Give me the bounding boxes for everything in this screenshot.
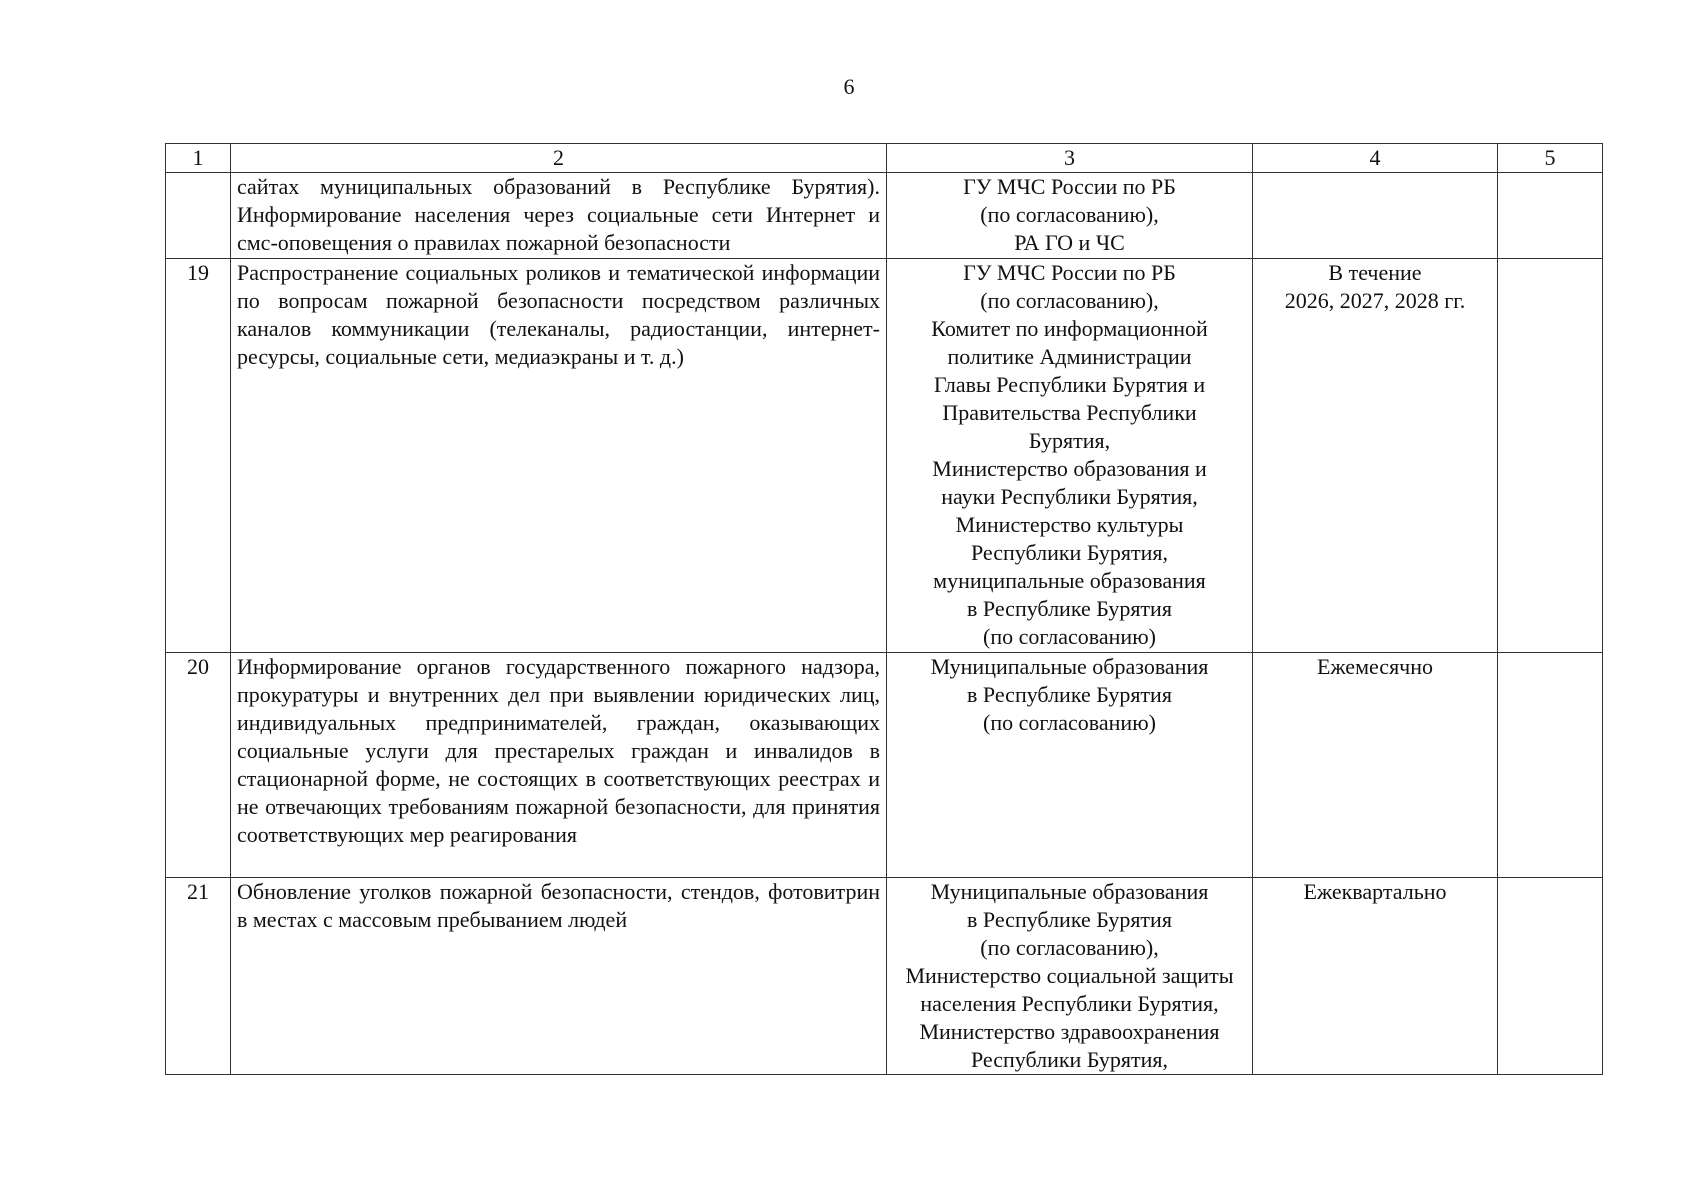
- row-executors: [887, 259, 1253, 653]
- executor-line: Министерство культуры: [955, 512, 1184, 537]
- header-cell-3: 3: [887, 144, 1253, 173]
- row-description: Информирование органов государственного пожарного надзора, прокуратуры и внутренних дел при выявлении юридических лиц, индивидуальных предпринимателей, граждан, оказывающих социальные услуги для престарелых граждан и инвалидов в стационарной форме, не состоящих в соответствующих реестрах и не отвечающих требованиям пожарной безопасности, для принятия соответствующих мер реагирования: [231, 653, 887, 878]
- executor-line: Правительства Республики: [942, 400, 1197, 425]
- executor-line: в Республике Бурятия: [967, 907, 1172, 932]
- executor-line: (по согласованию): [983, 624, 1156, 649]
- executor-line: (по согласованию),: [980, 202, 1159, 227]
- executor-line: муниципальные образования: [933, 568, 1206, 593]
- header-cell-5: 5: [1498, 144, 1603, 173]
- row-period: [1253, 173, 1498, 259]
- executor-line: науки Республики Бурятия,: [941, 484, 1198, 509]
- executor-line: политике Администрации: [947, 344, 1192, 369]
- row-note: [1498, 878, 1603, 1075]
- row-description: сайтах муниципальных образований в Республике Бурятия). Информирование населения через социальные сети Интернет и смс-оповещения о правилах пожарной безопасности: [231, 173, 887, 259]
- executor-line: Главы Республики Бурятия и: [933, 372, 1206, 397]
- table-row-19: [166, 259, 1603, 653]
- row-executors: [887, 878, 1253, 1075]
- table-row-continued: [166, 173, 1603, 259]
- row-number: 20: [166, 653, 231, 878]
- executor-line: Министерство здравоохранения: [919, 1019, 1220, 1044]
- row-executors: [887, 173, 1253, 259]
- executor-line: (по согласованию): [983, 710, 1156, 735]
- executor-line: РА ГО и ЧС: [1014, 230, 1125, 255]
- row-description: Распространение социальных роликов и тематической информации по вопросам пожарной безопасности посредством различных каналов коммуникации (телеканалы, радиостанции, интернет-ресурсы, социальные сети, медиаэкраны и т. д.): [231, 259, 887, 653]
- row-note: [1498, 653, 1603, 878]
- executor-line: (по согласованию),: [980, 935, 1159, 960]
- row-executors: [887, 653, 1253, 878]
- row-period: [1253, 653, 1498, 878]
- header-cell-2: 2: [231, 144, 887, 173]
- row-number: 19: [166, 259, 231, 653]
- table-header-row: [166, 144, 1603, 173]
- executor-line: населения Республики Бурятия,: [920, 991, 1219, 1016]
- activity-plan-table: [165, 143, 1603, 1075]
- executor-line: Бурятия,: [1028, 428, 1111, 453]
- row-note: [1498, 173, 1603, 259]
- period-line: Ежемесячно: [1316, 654, 1434, 679]
- executor-line: Муниципальные образования: [930, 654, 1209, 679]
- header-cell-1: 1: [166, 144, 231, 173]
- table-row-20: [166, 653, 1603, 878]
- row-note: [1498, 259, 1603, 653]
- executor-line: Министерство образования и: [932, 456, 1207, 481]
- row-number: [166, 173, 231, 259]
- period-line: 2026, 2027, 2028 гг.: [1284, 288, 1466, 313]
- row-number: 21: [166, 878, 231, 1075]
- executor-line: Республики Бурятия,: [970, 540, 1169, 565]
- period-line: В течение: [1328, 260, 1422, 285]
- row-description: Обновление уголков пожарной безопасности, стендов, фотовитрин в местах с массовым пребыванием людей: [231, 878, 887, 1075]
- header-cell-4: 4: [1253, 144, 1498, 173]
- period-line: Ежеквартально: [1303, 879, 1447, 904]
- table-row-21: [166, 878, 1603, 1075]
- executor-line: в Республике Бурятия: [967, 682, 1172, 707]
- executor-line: (по согласованию),: [980, 288, 1159, 313]
- executor-line: Муниципальные образования: [930, 879, 1209, 904]
- executor-line: в Республике Бурятия: [967, 596, 1172, 621]
- row-period: [1253, 878, 1498, 1075]
- page-number: 6: [843, 74, 855, 99]
- executor-line: Республики Бурятия,: [970, 1047, 1169, 1072]
- executor-line: Комитет по информационной: [931, 316, 1208, 341]
- executor-line: ГУ МЧС России по РБ: [963, 174, 1176, 199]
- executor-line: Министерство социальной защиты: [905, 963, 1234, 988]
- executor-line: ГУ МЧС России по РБ: [963, 260, 1176, 285]
- row-period: [1253, 259, 1498, 653]
